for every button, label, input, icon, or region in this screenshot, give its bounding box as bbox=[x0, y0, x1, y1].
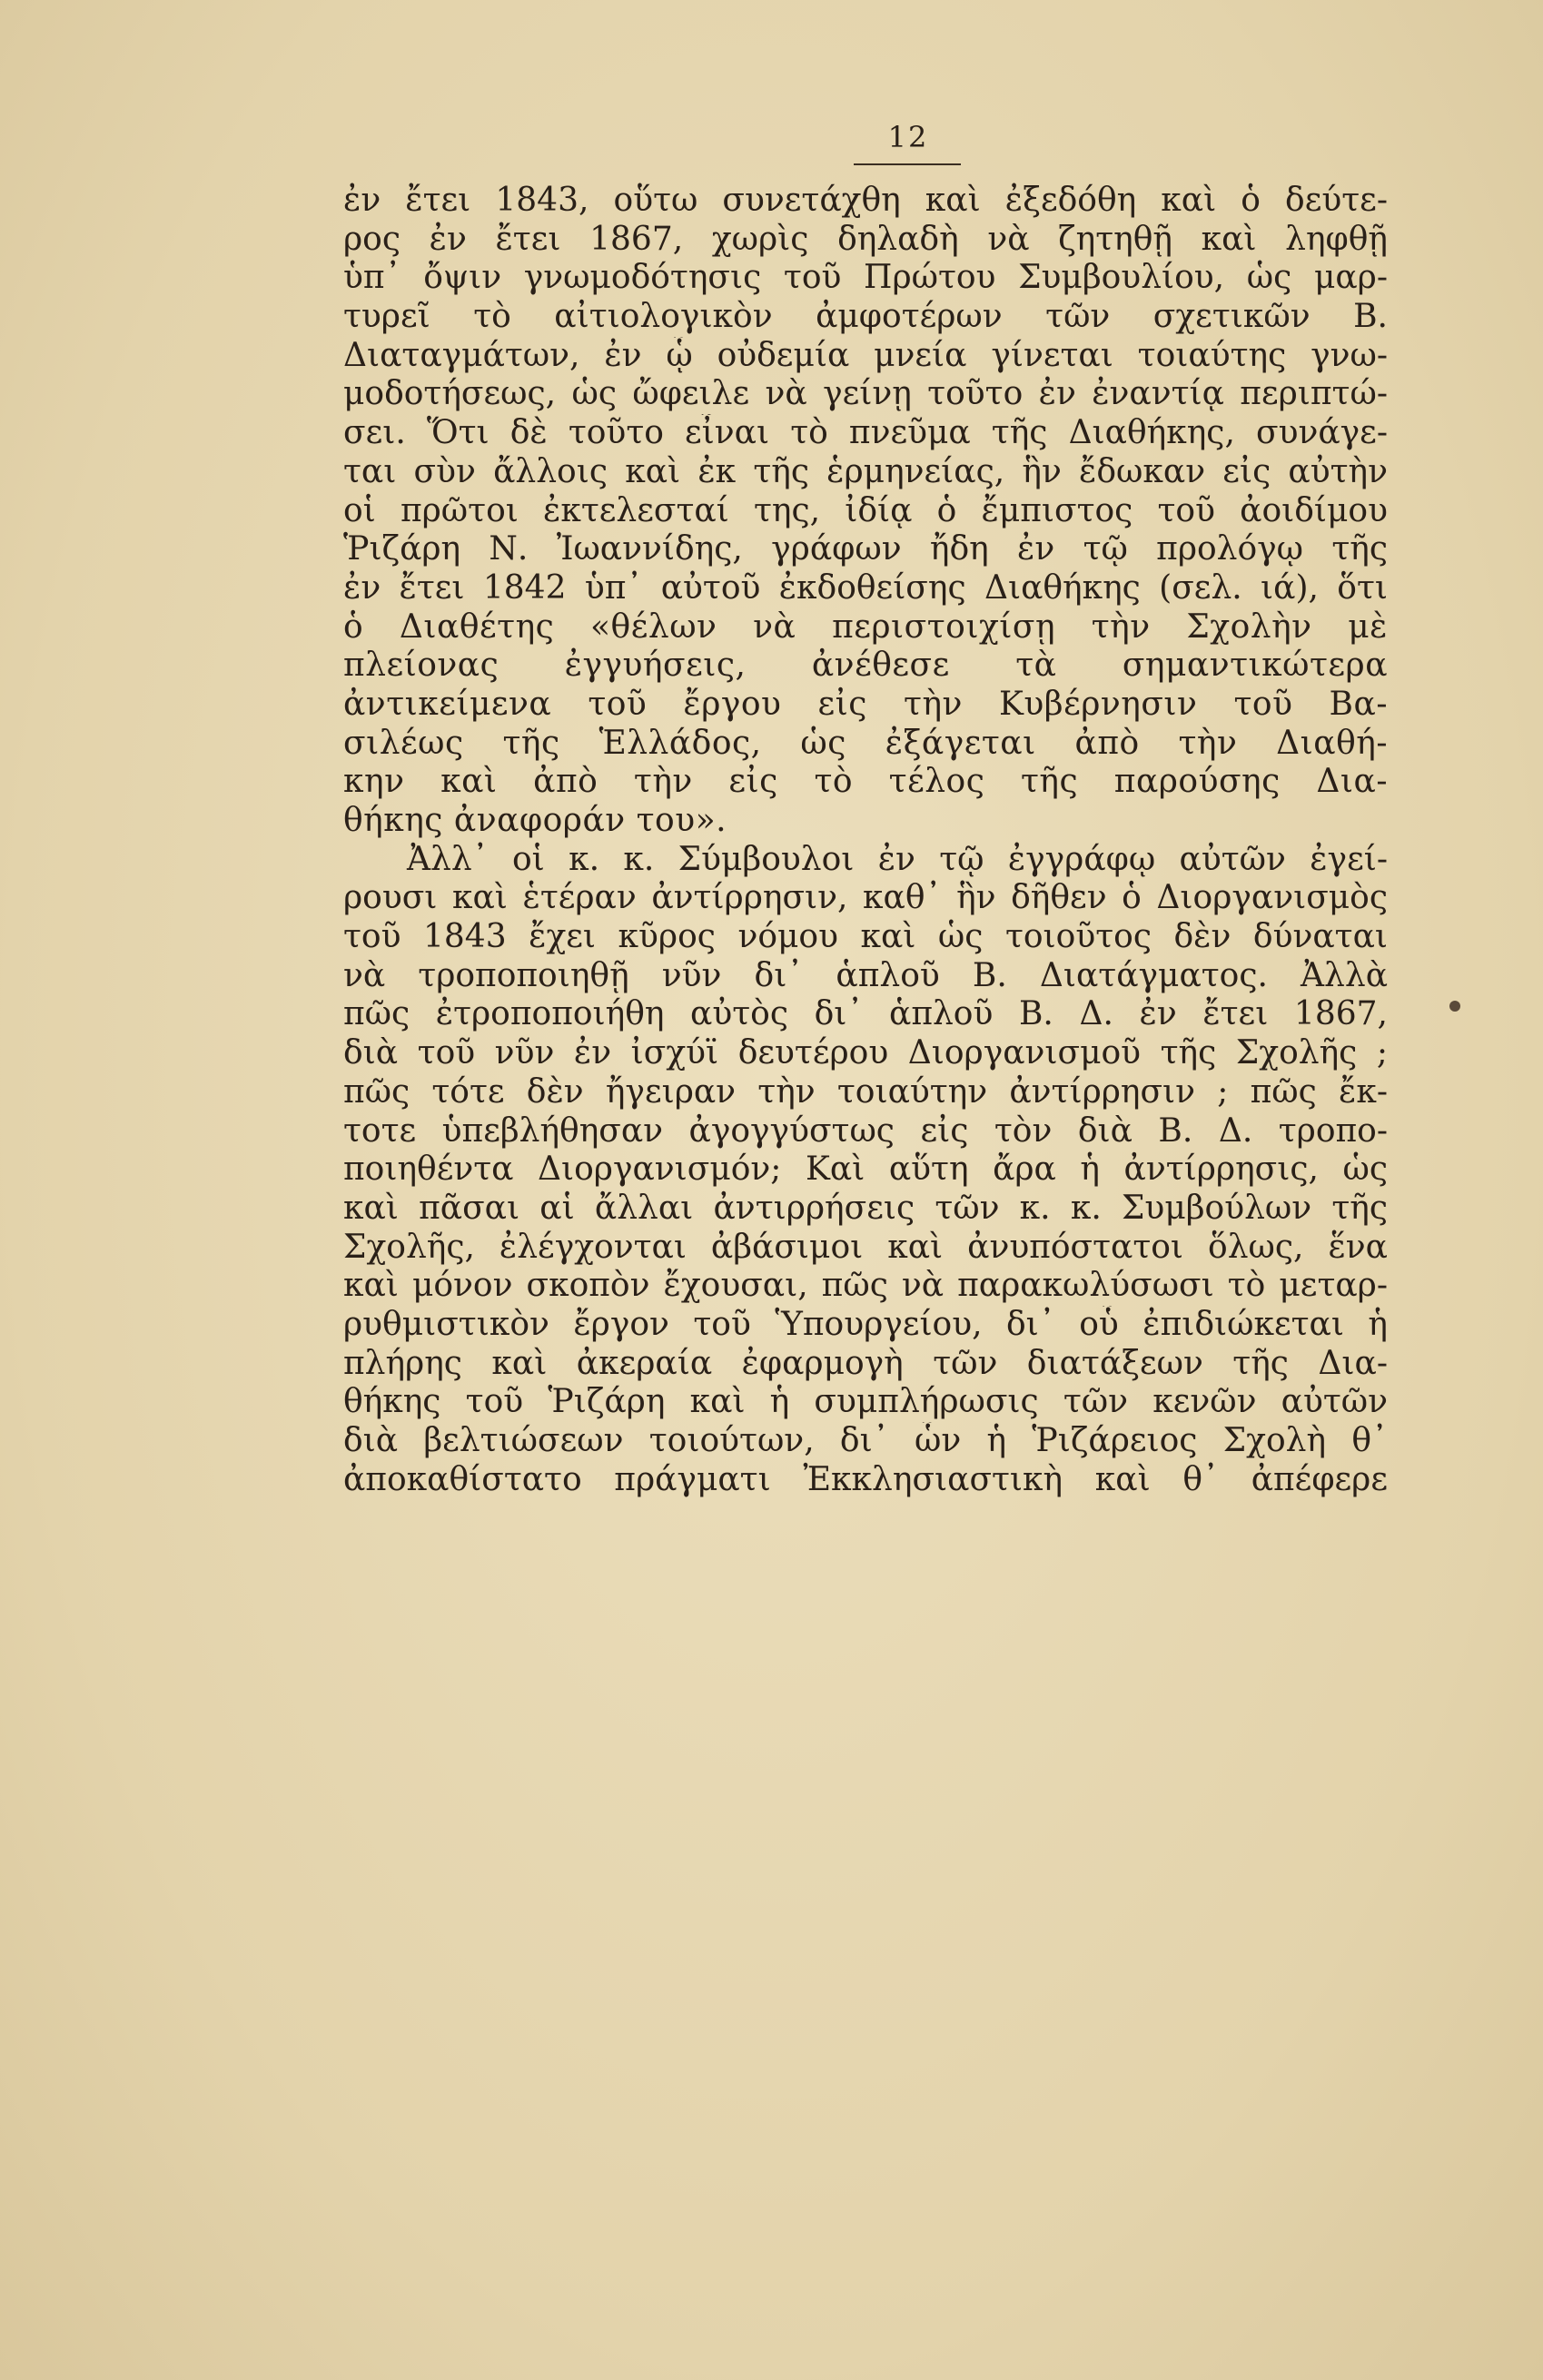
text-line: πῶς τότε δὲν ἤγειραν τὴν τοιαύτην ἀντίρρησιν ; πῶς ἔκ- bbox=[343, 1072, 1388, 1111]
text-line: ποιηθέντα Διοργανισμόν; Καὶ αὕτη ἄρα ἡ ἀντίρρησις, ὡς bbox=[343, 1150, 1388, 1189]
page-number: 12 bbox=[887, 120, 929, 154]
text-line: Ῥιζάρη Ν. Ἰωαννίδης, γράφων ἤδη ἐν τῷ προλόγῳ τῆς bbox=[343, 530, 1388, 568]
text-line: Διαταγμάτων, ἐν ᾧ οὐδεμία μνεία γίνεται τοιαύτης γνω- bbox=[343, 336, 1388, 374]
text-line: πλήρης καὶ ἀκεραία ἐφαρμογὴ τῶν διατάξεων τῆς Δια- bbox=[343, 1344, 1388, 1382]
text-line: σιλέως τῆς Ἑλλάδος, ὡς ἐξάγεται ἀπὸ τὴν Διαθή- bbox=[343, 724, 1388, 762]
text-line: ἀποκαθίστατο πράγματι Ἐκκλησιαστικὴ καὶ θ᾽ ἀπέφερε bbox=[343, 1460, 1388, 1498]
text-line: νὰ τροποποιηθῇ νῦν δι᾽ ἁπλοῦ Β. Διατάγματος. Ἀλλὰ bbox=[343, 956, 1388, 994]
text-line: θήκης ἀναφοράν του». bbox=[343, 802, 727, 839]
text-line: Ἀλλ᾽ οἱ κ. κ. Σύμβουλοι ἐν τῷ ἐγγράφῳ αὐτῶν ἐγεί- bbox=[407, 840, 1388, 878]
text-line: ρυθμιστικὸν ἔργον τοῦ Ὑπουργείου, δι᾽ οὗ ἐπιδιώκεται ἡ bbox=[343, 1305, 1388, 1343]
text-line: κην καὶ ἀπὸ τὴν εἰς τὸ τέλος τῆς παρούσης Δια- bbox=[343, 763, 1388, 801]
text-line: ὑπ᾽ ὄψιν γνωμοδότησις τοῦ Πρώτου Συμβουλίου, ὡς μαρ- bbox=[343, 259, 1388, 297]
text-line: πῶς ἐτροποποιήθη αὐτὸς δι᾽ ἁπλοῦ Β. Δ. ἐν ἔτει 1867, bbox=[343, 995, 1388, 1033]
text-line: μοδοτήσεως, ὡς ὤφειλε νὰ γείνῃ τοῦτο ἐν ἐναντίᾳ περιπτώ- bbox=[343, 375, 1388, 413]
text-line: καὶ μόνον σκοπὸν ἔχουσαι, πῶς νὰ παρακωλύσωσι τὸ μεταρ- bbox=[343, 1267, 1388, 1305]
text-line: ται σὺν ἄλλοις καὶ ἐκ τῆς ἑρμηνείας, ἣν ἔδωκαν εἰς αὐτὴν bbox=[343, 452, 1388, 490]
ink-spot bbox=[1449, 1001, 1460, 1012]
text-line: οἱ πρῶτοι ἐκτελεσταί της, ἰδίᾳ ὁ ἔμπιστος τοῦ ἀοιδίμου bbox=[343, 491, 1388, 529]
text-line: Σχολῆς, ἐλέγχονται ἀβάσιμοι καὶ ἀνυπόστατοι ὅλως, ἕνα bbox=[343, 1228, 1388, 1266]
text-line: ρος ἐν ἔτει 1867, χωρὶς δηλαδὴ νὰ ζητηθῇ καὶ ληφθῇ bbox=[343, 220, 1388, 258]
text-line: θήκης τοῦ Ῥιζάρη καὶ ἡ συμπλήρωσις τῶν κενῶν αὐτῶν bbox=[343, 1383, 1388, 1421]
body-text bbox=[343, 182, 1388, 1499]
text-line: ὁ Διαθέτης «θέλων νὰ περιστοιχίσῃ τὴν Σχολὴν μὲ bbox=[343, 607, 1388, 646]
text-line: διὰ τοῦ νῦν ἐν ἰσχύϊ δευτέρου Διοργανισμοῦ τῆς Σχολῆς ; bbox=[343, 1034, 1388, 1072]
text-line: ἀντικείμενα τοῦ ἔργου εἰς τὴν Κυβέρνησιν τοῦ Βα- bbox=[343, 685, 1388, 723]
text-line: τοτε ὑπεβλήθησαν ἀγογγύστως εἰς τὸν διὰ Β. Δ. τροπο- bbox=[343, 1111, 1388, 1150]
text-line: καὶ πᾶσαι αἱ ἄλλαι ἀντιρρήσεις τῶν κ. κ. Συμβούλων τῆς bbox=[343, 1189, 1388, 1227]
text-line: διὰ βελτιώσεων τοιούτων, δι᾽ ὧν ἡ Ῥιζάρειος Σχολὴ θ᾽ bbox=[343, 1422, 1388, 1459]
text-line: σει. Ὅτι δὲ τοῦτο εἶναι τὸ πνεῦμα τῆς Διαθήκης, συνάγε- bbox=[343, 414, 1388, 452]
text-line: ρουσι καὶ ἑτέραν ἀντίρρησιν, καθ᾽ ἣν δῆθεν ὁ Διοργανισμὸς bbox=[343, 879, 1388, 917]
text-line: ἐν ἔτει 1843, οὕτω συνετάχθη καὶ ἐξεδόθη καὶ ὁ δεύτε- bbox=[343, 182, 1388, 219]
text-line: ἐν ἔτει 1842 ὑπ᾽ αὐτοῦ ἐκδοθείσης Διαθήκης (σελ. ιά), ὅτι bbox=[343, 568, 1388, 607]
text-line: πλείονας ἐγγυήσεις, ἀνέθεσε τὰ σημαντικώτερα bbox=[343, 647, 1388, 685]
text-line: τοῦ 1843 ἔχει κῦρος νόμου καὶ ὡς τοιοῦτος δὲν δύναται bbox=[343, 918, 1388, 956]
page-number-rule bbox=[854, 163, 961, 165]
text-line: τυρεῖ τὸ αἰτιολογικὸν ἀμφοτέρων τῶν σχετικῶν Β. bbox=[343, 298, 1388, 336]
